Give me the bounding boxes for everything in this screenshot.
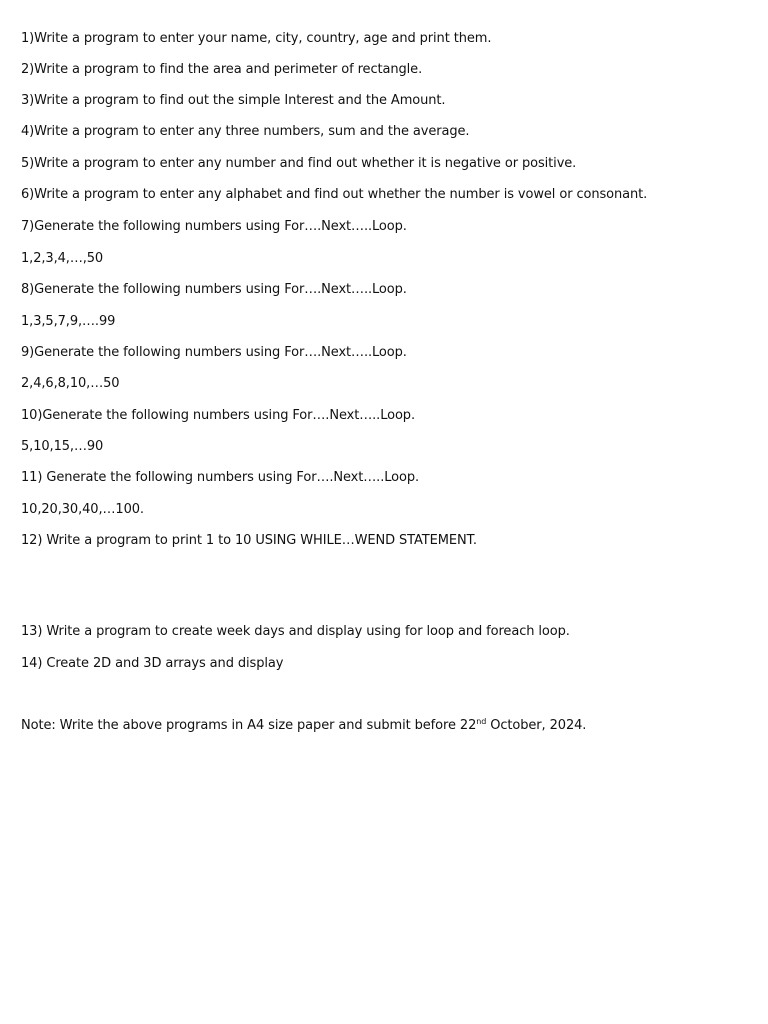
question-12: 12) Write a program to print 1 to 10 USING WHILE…WEND STATEMENT. bbox=[21, 533, 477, 548]
note-date-rest: October, 2024. bbox=[486, 718, 587, 733]
question-13: 13) Write a program to create week days and display using for loop and foreach loop. bbox=[21, 624, 570, 639]
sequence-11: 10,20,30,40,…100. bbox=[21, 502, 144, 517]
question-4: 4)Write a program to enter any three numbers, sum and the average. bbox=[21, 124, 470, 139]
question-3: 3)Write a program to find out the simple Interest and the Amount. bbox=[21, 93, 446, 108]
question-10: 10)Generate the following numbers using For….Next…..Loop. bbox=[21, 408, 415, 423]
question-5: 5)Write a program to enter any number and find out whether it is negative or positive. bbox=[21, 156, 577, 171]
question-8: 8)Generate the following numbers using For….Next…..Loop. bbox=[21, 282, 407, 297]
question-11: 11) Generate the following numbers using For….Next…..Loop. bbox=[21, 470, 420, 485]
note-date-suffix: nd bbox=[476, 717, 487, 726]
question-9: 9)Generate the following numbers using For….Next…..Loop. bbox=[21, 345, 407, 360]
sequence-9: 2,4,6,8,10,…50 bbox=[21, 376, 120, 391]
sequence-7: 1,2,3,4,…,50 bbox=[21, 251, 104, 266]
sequence-8: 1,3,5,7,9,….99 bbox=[21, 314, 116, 329]
question-1: 1)Write a program to enter your name, city, country, age and print them. bbox=[21, 31, 492, 46]
note-text: Note: Write the above programs in A4 size paper and submit before 22 bbox=[21, 718, 477, 733]
question-2: 2)Write a program to find the area and perimeter of rectangle. bbox=[21, 62, 423, 77]
submission-note bbox=[21, 718, 586, 734]
question-14: 14) Create 2D and 3D arrays and display bbox=[21, 656, 284, 671]
sequence-10: 5,10,15,…90 bbox=[21, 439, 104, 454]
question-7: 7)Generate the following numbers using For….Next…..Loop. bbox=[21, 219, 407, 234]
question-6: 6)Write a program to enter any alphabet and find out whether the number is vowel or consonant. bbox=[21, 187, 648, 202]
